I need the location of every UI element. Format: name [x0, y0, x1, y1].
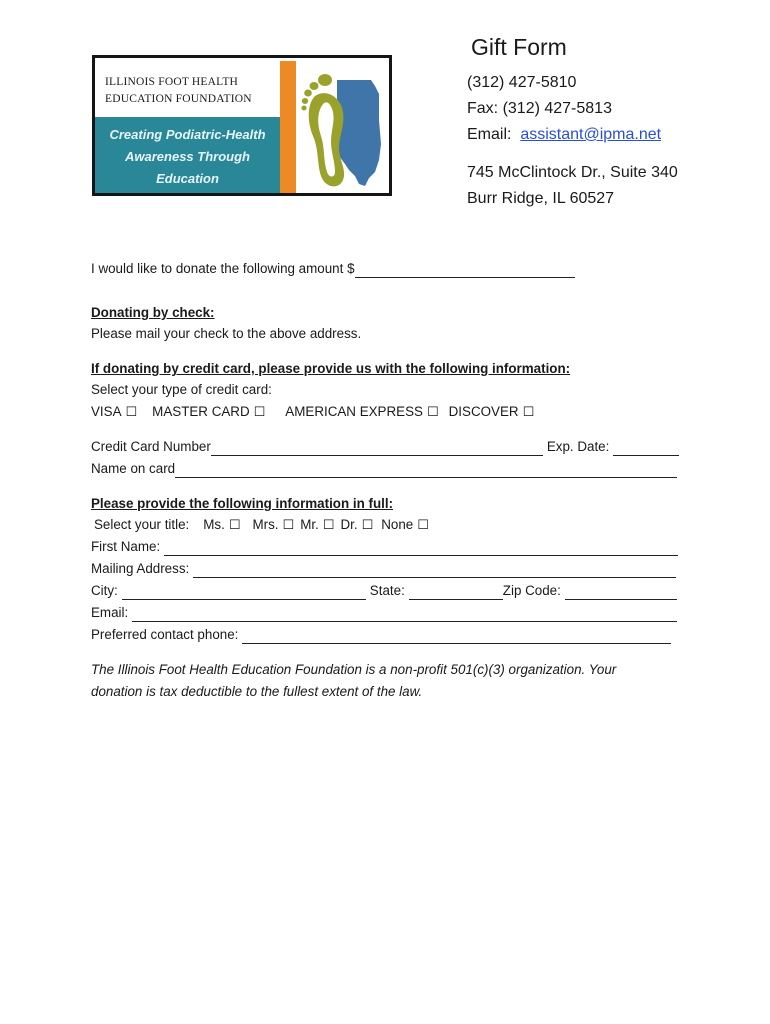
title-option-none[interactable]	[381, 516, 429, 534]
title-option-none-label: None	[381, 517, 414, 532]
footer-line1: The Illinois Foot Health Education Foundation is a non-profit 501(c)(3) organization. Your	[91, 662, 617, 677]
donate-amount-field[interactable]	[355, 264, 575, 278]
title-option-dr[interactable]	[340, 516, 373, 534]
logo-tagline-line2: Awareness Through	[125, 149, 250, 164]
toe-1	[318, 74, 332, 86]
mrs-checkbox[interactable]: ☐	[282, 517, 295, 532]
state-label: State:	[369, 583, 405, 598]
footprint-illinois-icon	[299, 60, 391, 194]
email-label: Email:	[91, 605, 129, 620]
card-type-options	[91, 403, 534, 421]
title-option-mrs[interactable]	[253, 516, 295, 534]
mailing-address-field[interactable]	[193, 564, 676, 578]
visa-checkbox[interactable]: ☐	[125, 404, 138, 419]
mr-checkbox[interactable]: ☐	[322, 517, 335, 532]
dr-checkbox[interactable]: ☐	[361, 517, 374, 532]
discover-checkbox[interactable]: ☐	[522, 404, 535, 419]
address-line1: 745 McClintock Dr., Suite 340	[467, 164, 678, 181]
check-heading: Donating by check:	[91, 305, 215, 320]
title-option-mr-label: Mr.	[300, 517, 319, 532]
title-label: Select your title:	[94, 517, 190, 532]
check-text: Please mail your check to the above address.	[91, 326, 362, 341]
foundation-logo	[92, 55, 392, 196]
card-option-discover-label: DISCOVER	[448, 404, 519, 419]
title-row	[94, 516, 429, 534]
toe-4	[302, 98, 308, 104]
card-heading: If donating by credit card, please provide us with the following information:	[91, 361, 571, 376]
card-option-amex[interactable]	[285, 403, 438, 421]
exp-date-label: Exp. Date:	[546, 439, 610, 454]
title-option-mrs-label: Mrs.	[252, 517, 279, 532]
title-option-ms[interactable]	[203, 516, 240, 534]
address-line2: Burr Ridge, IL 60527	[467, 190, 615, 207]
zip-label: Zip Code:	[502, 583, 561, 598]
logo-tagline-line3: Education	[156, 171, 219, 186]
mailing-address-label: Mailing Address:	[91, 561, 190, 576]
mailing-address-row	[91, 560, 676, 578]
toe-3	[304, 90, 312, 97]
title-option-ms-label: Ms.	[203, 517, 225, 532]
contact-email-line	[467, 126, 661, 144]
city-field[interactable]	[122, 586, 366, 600]
exp-date-field[interactable]	[613, 442, 679, 456]
card-option-discover[interactable]	[449, 403, 535, 421]
donate-amount-row	[91, 260, 575, 278]
contact-phone: (312) 427-5810	[467, 74, 577, 91]
first-name-label: First Name:	[91, 539, 161, 554]
name-on-card-field[interactable]	[175, 464, 677, 478]
card-number-label: Credit Card Number	[91, 439, 211, 454]
first-name-row	[91, 538, 678, 556]
logo-org-name	[105, 74, 285, 108]
phone-field[interactable]	[242, 630, 671, 644]
city-state-zip-row	[91, 582, 677, 600]
contact-fax: Fax: (312) 427-5813	[467, 100, 612, 117]
card-option-mastercard-label: MASTER CARD	[152, 404, 250, 419]
page-title: Gift Form	[471, 34, 567, 60]
email-field[interactable]	[132, 608, 677, 622]
title-option-mr[interactable]	[300, 516, 334, 534]
zip-field[interactable]	[565, 586, 677, 600]
card-option-visa[interactable]	[91, 403, 137, 421]
logo-tagline-line1: Creating Podiatric-Health	[109, 127, 266, 142]
title-option-dr-label: Dr.	[340, 517, 358, 532]
toe-2	[310, 82, 319, 90]
mastercard-checkbox[interactable]: ☐	[253, 404, 266, 419]
logo-org-line1: ILLINOIS FOOT HEALTH	[105, 76, 239, 88]
donate-amount-label: I would like to donate the following amount $	[91, 261, 355, 276]
footer-line2: donation is tax deductible to the fullest extent of the law.	[91, 684, 423, 699]
phone-row	[91, 626, 671, 644]
card-number-field[interactable]	[211, 442, 543, 456]
first-name-field[interactable]	[164, 542, 678, 556]
card-number-row	[91, 438, 679, 456]
city-label: City:	[91, 583, 118, 598]
phone-label: Preferred contact phone:	[91, 627, 239, 642]
logo-org-line2: EDUCATION FOUNDATION	[105, 93, 252, 105]
logo-orange-bar	[280, 61, 296, 193]
email-row	[91, 604, 677, 622]
card-option-mastercard[interactable]	[152, 403, 265, 421]
amex-checkbox[interactable]: ☐	[426, 404, 439, 419]
info-heading: Please provide the following information in full:	[91, 496, 394, 511]
state-field[interactable]	[409, 586, 503, 600]
contact-email-label: Email:	[467, 126, 512, 143]
card-option-visa-label: VISA	[91, 404, 122, 419]
none-checkbox[interactable]: ☐	[417, 517, 429, 532]
toe-5	[301, 106, 306, 111]
logo-tagline-panel	[95, 117, 280, 196]
card-type-label: Select your type of credit card:	[91, 382, 272, 397]
ms-checkbox[interactable]: ☐	[228, 517, 241, 532]
name-on-card-label: Name on card	[91, 461, 176, 476]
contact-email-link[interactable]: assistant@ipma.net	[520, 126, 662, 143]
card-option-amex-label: AMERICAN EXPRESS	[285, 404, 423, 419]
name-on-card-row	[91, 460, 677, 478]
